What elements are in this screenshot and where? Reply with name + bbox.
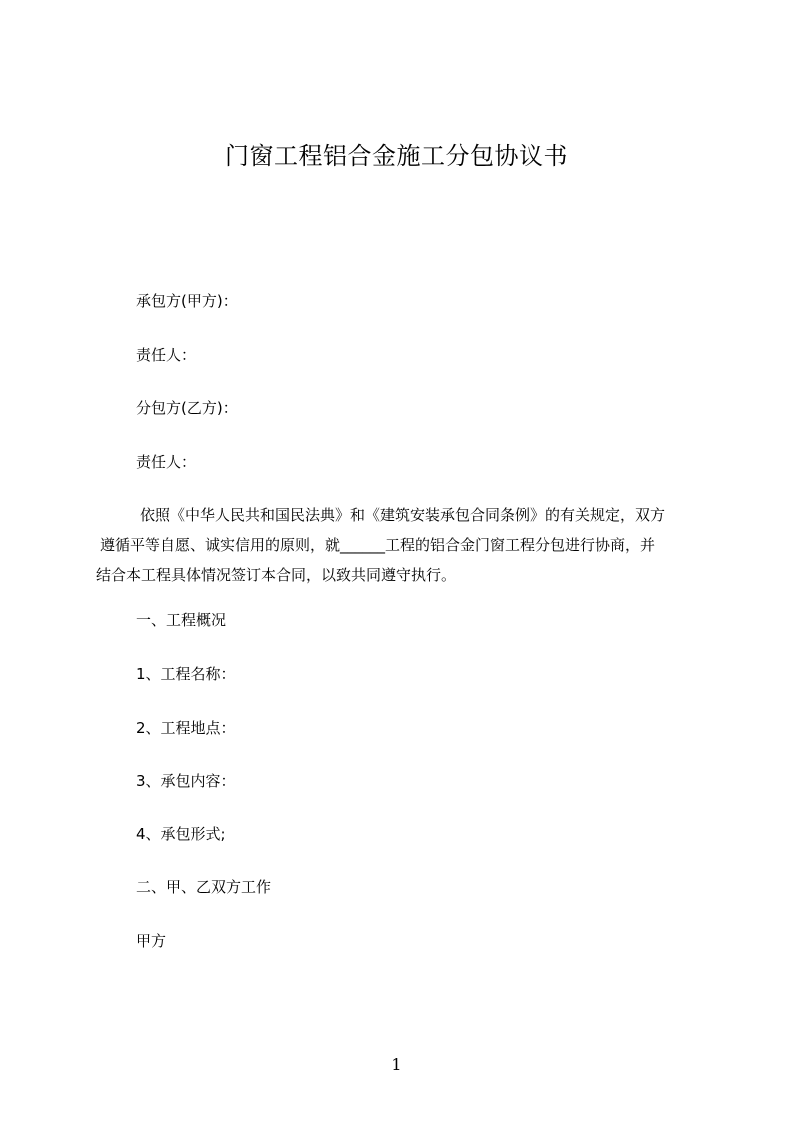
subcontractor-responsible-field: 责任人： (136, 453, 197, 471)
intro-line: 结合本工程具体情况签订本合同，以致共同遵守执行。 (96, 566, 457, 584)
section-1-heading: 一、工程概况 (136, 611, 227, 629)
contract-form-item: 4、承包形式; (136, 825, 226, 843)
contractor-field: 承包方(甲方)： (136, 292, 238, 310)
contractor-responsible-field: 责任人： (136, 346, 197, 364)
subcontractor-field: 分包方(乙方)： (136, 399, 238, 417)
contract-scope-item: 3、承包内容： (136, 772, 236, 790)
document-title: 门窗工程铝合金施工分包协议书 (225, 142, 568, 170)
intro-paragraph (96, 500, 716, 590)
intro-line: 遵循平等自愿、诚实信用的原则，就______工程的铝合金门窗工程分包进行协商，并 (100, 536, 656, 554)
intro-line: 依照《中华人民共和国民法典》和《建筑安装承包合同条例》的有关规定，双方 (140, 506, 666, 524)
section-2-heading: 二、甲、乙双方工作 (136, 878, 272, 896)
project-location-item: 2、工程地点： (136, 719, 236, 737)
party-a-subheading: 甲方 (136, 932, 167, 950)
page-number: 1 (391, 1055, 402, 1074)
project-name-item: 1、工程名称： (136, 665, 236, 683)
